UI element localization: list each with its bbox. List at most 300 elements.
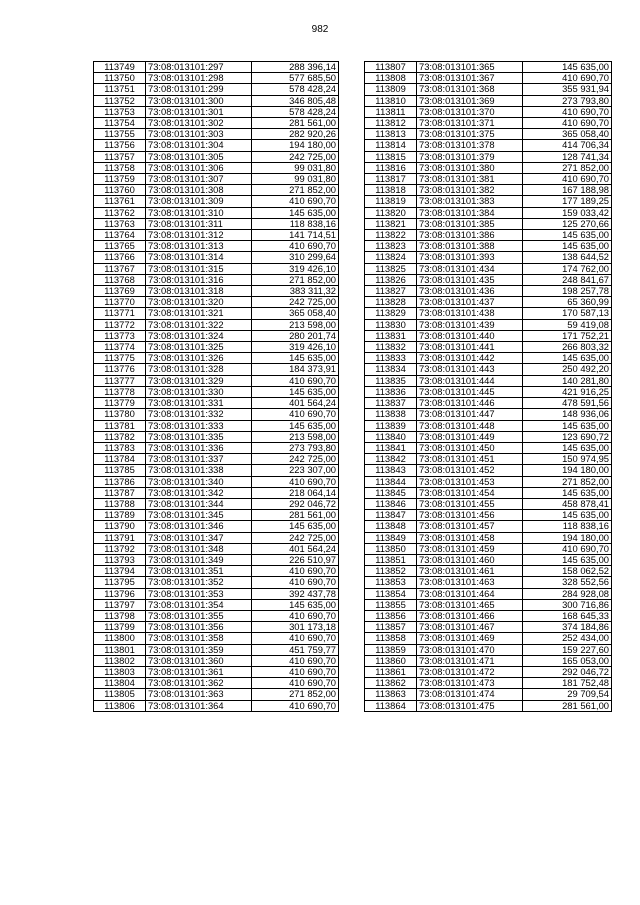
table-row (94, 700, 339, 711)
record-number-cell: 113763 (94, 218, 146, 229)
table-row (365, 230, 612, 241)
cadastral-number-cell: 73:08:013101:335 (146, 431, 252, 442)
cadastral-number-cell: 73:08:013101:452 (417, 465, 523, 476)
record-number-cell: 113775 (94, 353, 146, 364)
cadastral-value-cell: 148 936,06 (523, 409, 612, 420)
table-row (94, 521, 339, 532)
table-row (94, 409, 339, 420)
table-row (365, 420, 612, 431)
table-row (365, 700, 612, 711)
record-number-cell: 113751 (94, 84, 146, 95)
table-row (365, 84, 612, 95)
cadastral-value-cell: 310 299,64 (252, 252, 339, 263)
record-number-cell: 113837 (365, 398, 417, 409)
cadastral-number-cell: 73:08:013101:307 (146, 174, 252, 185)
cadastral-value-cell: 181 752,48 (523, 678, 612, 689)
cadastral-number-cell: 73:08:013101:302 (146, 118, 252, 129)
cadastral-value-cell: 410 690,70 (252, 476, 339, 487)
table-row (365, 274, 612, 285)
record-number-cell: 113860 (365, 655, 417, 666)
record-number-cell: 113832 (365, 342, 417, 353)
cadastral-number-cell: 73:08:013101:466 (417, 610, 523, 621)
table-row (94, 678, 339, 689)
cadastral-value-cell: 145 635,00 (523, 241, 612, 252)
cadastral-number-cell: 73:08:013101:437 (417, 297, 523, 308)
record-number-cell: 113862 (365, 678, 417, 689)
cadastral-value-cell: 159 033,42 (523, 207, 612, 218)
cadastral-value-cell: 29 709,54 (523, 689, 612, 700)
cadastral-number-cell: 73:08:013101:453 (417, 476, 523, 487)
cadastral-value-cell: 226 510,97 (252, 554, 339, 565)
cadastral-value-cell: 280 201,74 (252, 330, 339, 341)
cadastral-value-cell: 145 635,00 (252, 599, 339, 610)
record-number-cell: 113798 (94, 610, 146, 621)
record-number-cell: 113791 (94, 532, 146, 543)
cadastral-number-cell: 73:08:013101:300 (146, 95, 252, 106)
record-number-cell: 113777 (94, 375, 146, 386)
record-number-cell: 113749 (94, 62, 146, 73)
cadastral-value-cell: 319 426,10 (252, 342, 339, 353)
cadastral-number-cell: 73:08:013101:449 (417, 431, 523, 442)
table-row (94, 353, 339, 364)
cadastral-value-cell: 410 690,70 (523, 106, 612, 117)
cadastral-number-cell: 73:08:013101:388 (417, 241, 523, 252)
record-number-cell: 113768 (94, 274, 146, 285)
table-row (94, 510, 339, 521)
cadastral-value-cell: 271 852,00 (523, 162, 612, 173)
cadastral-value-cell: 194 180,00 (523, 532, 612, 543)
table-row (94, 554, 339, 565)
cadastral-value-cell: 145 635,00 (523, 554, 612, 565)
table-row (365, 364, 612, 375)
cadastral-number-cell: 73:08:013101:384 (417, 207, 523, 218)
cadastral-value-cell: 118 838,16 (252, 218, 339, 229)
table-row (94, 84, 339, 95)
record-number-cell: 113858 (365, 633, 417, 644)
record-number-cell: 113855 (365, 599, 417, 610)
table-row (365, 151, 612, 162)
cadastral-value-cell: 410 690,70 (523, 174, 612, 185)
cadastral-number-cell: 73:08:013101:380 (417, 162, 523, 173)
cadastral-value-cell: 281 561,00 (252, 510, 339, 521)
table-row (365, 330, 612, 341)
cadastral-value-cell: 125 270,66 (523, 218, 612, 229)
table-row (94, 241, 339, 252)
cadastral-number-cell: 73:08:013101:375 (417, 129, 523, 140)
cadastral-value-cell: 145 635,00 (252, 521, 339, 532)
table-row (365, 454, 612, 465)
cadastral-value-cell: 177 189,25 (523, 196, 612, 207)
record-number-cell: 113854 (365, 588, 417, 599)
cadastral-number-cell: 73:08:013101:355 (146, 610, 252, 621)
record-number-cell: 113810 (365, 95, 417, 106)
cadastral-value-cell: 578 428,24 (252, 84, 339, 95)
cadastral-number-cell: 73:08:013101:434 (417, 263, 523, 274)
cadastral-number-cell: 73:08:013101:369 (417, 95, 523, 106)
table-row (365, 118, 612, 129)
cadastral-value-cell: 271 852,00 (252, 689, 339, 700)
cadastral-value-cell: 145 635,00 (252, 353, 339, 364)
cadastral-number-cell: 73:08:013101:446 (417, 398, 523, 409)
cadastral-number-cell: 73:08:013101:336 (146, 442, 252, 453)
record-number-cell: 113851 (365, 554, 417, 565)
cadastral-value-cell: 410 690,70 (252, 633, 339, 644)
table-row (365, 476, 612, 487)
table-row (365, 487, 612, 498)
record-number-cell: 113773 (94, 330, 146, 341)
record-number-cell: 113796 (94, 588, 146, 599)
cadastral-value-cell: 410 690,70 (252, 375, 339, 386)
cadastral-number-cell: 73:08:013101:348 (146, 543, 252, 554)
record-number-cell: 113824 (365, 252, 417, 263)
table-row (94, 487, 339, 498)
record-number-cell: 113812 (365, 118, 417, 129)
cadastral-number-cell: 73:08:013101:332 (146, 409, 252, 420)
table-row (365, 599, 612, 610)
cadastral-value-cell: 271 852,00 (523, 476, 612, 487)
left-register-table (93, 61, 339, 712)
record-number-cell: 113782 (94, 431, 146, 442)
cadastral-number-cell: 73:08:013101:382 (417, 185, 523, 196)
cadastral-value-cell: 242 725,00 (252, 297, 339, 308)
table-row (365, 241, 612, 252)
cadastral-number-cell: 73:08:013101:312 (146, 230, 252, 241)
table-row (94, 162, 339, 173)
cadastral-number-cell: 73:08:013101:365 (417, 62, 523, 73)
cadastral-value-cell: 410 690,70 (252, 610, 339, 621)
cadastral-number-cell: 73:08:013101:475 (417, 700, 523, 711)
table-row (94, 319, 339, 330)
cadastral-number-cell: 73:08:013101:393 (417, 252, 523, 263)
table-row (94, 566, 339, 577)
cadastral-value-cell: 271 852,00 (252, 185, 339, 196)
table-row (365, 297, 612, 308)
record-number-cell: 113840 (365, 431, 417, 442)
table-row (94, 532, 339, 543)
table-row (94, 364, 339, 375)
record-number-cell: 113761 (94, 196, 146, 207)
record-number-cell: 113790 (94, 521, 146, 532)
record-number-cell: 113758 (94, 162, 146, 173)
record-number-cell: 113818 (365, 185, 417, 196)
cadastral-number-cell: 73:08:013101:459 (417, 543, 523, 554)
table-row (365, 263, 612, 274)
cadastral-value-cell: 577 685,50 (252, 73, 339, 84)
cadastral-value-cell: 374 184,86 (523, 622, 612, 633)
cadastral-number-cell: 73:08:013101:361 (146, 666, 252, 677)
record-number-cell: 113781 (94, 420, 146, 431)
cadastral-number-cell: 73:08:013101:436 (417, 286, 523, 297)
table-row (94, 174, 339, 185)
cadastral-number-cell: 73:08:013101:454 (417, 487, 523, 498)
cadastral-value-cell: 218 064,14 (252, 487, 339, 498)
record-number-cell: 113841 (365, 442, 417, 453)
record-number-cell: 113803 (94, 666, 146, 677)
cadastral-number-cell: 73:08:013101:445 (417, 386, 523, 397)
table-row (94, 207, 339, 218)
record-number-cell: 113822 (365, 230, 417, 241)
table-row (365, 218, 612, 229)
cadastral-value-cell: 250 492,20 (523, 364, 612, 375)
record-number-cell: 113795 (94, 577, 146, 588)
table-row (365, 666, 612, 677)
cadastral-number-cell: 73:08:013101:328 (146, 364, 252, 375)
cadastral-number-cell: 73:08:013101:467 (417, 622, 523, 633)
record-number-cell: 113759 (94, 174, 146, 185)
cadastral-value-cell: 292 046,72 (523, 666, 612, 677)
table-row (365, 185, 612, 196)
record-number-cell: 113793 (94, 554, 146, 565)
cadastral-number-cell: 73:08:013101:351 (146, 566, 252, 577)
cadastral-number-cell: 73:08:013101:472 (417, 666, 523, 677)
cadastral-value-cell: 118 838,16 (523, 521, 612, 532)
cadastral-number-cell: 73:08:013101:440 (417, 330, 523, 341)
record-number-cell: 113843 (365, 465, 417, 476)
table-row (94, 398, 339, 409)
record-number-cell: 113853 (365, 577, 417, 588)
record-number-cell: 113845 (365, 487, 417, 498)
cadastral-value-cell: 213 598,00 (252, 431, 339, 442)
cadastral-value-cell: 184 373,91 (252, 364, 339, 375)
cadastral-number-cell: 73:08:013101:386 (417, 230, 523, 241)
record-number-cell: 113826 (365, 274, 417, 285)
cadastral-value-cell: 145 635,00 (252, 207, 339, 218)
table-row (365, 465, 612, 476)
table-row (94, 196, 339, 207)
cadastral-number-cell: 73:08:013101:338 (146, 465, 252, 476)
record-number-cell: 113766 (94, 252, 146, 263)
record-number-cell: 113823 (365, 241, 417, 252)
cadastral-value-cell: 410 690,70 (252, 666, 339, 677)
table-row (365, 398, 612, 409)
table-row (94, 599, 339, 610)
cadastral-number-cell: 73:08:013101:346 (146, 521, 252, 532)
record-number-cell: 113755 (94, 129, 146, 140)
cadastral-value-cell: 223 307,00 (252, 465, 339, 476)
cadastral-value-cell: 401 564,24 (252, 398, 339, 409)
table-row (365, 622, 612, 633)
cadastral-value-cell: 478 591,56 (523, 398, 612, 409)
cadastral-value-cell: 414 706,34 (523, 140, 612, 151)
cadastral-number-cell: 73:08:013101:306 (146, 162, 252, 173)
cadastral-value-cell: 252 434,00 (523, 633, 612, 644)
record-number-cell: 113752 (94, 95, 146, 106)
record-number-cell: 113864 (365, 700, 417, 711)
table-row (365, 510, 612, 521)
record-number-cell: 113774 (94, 342, 146, 353)
record-number-cell: 113765 (94, 241, 146, 252)
record-number-cell: 113811 (365, 106, 417, 117)
table-row (365, 644, 612, 655)
cadastral-value-cell: 145 635,00 (523, 353, 612, 364)
record-number-cell: 113760 (94, 185, 146, 196)
cadastral-number-cell: 73:08:013101:322 (146, 319, 252, 330)
record-number-cell: 113819 (365, 196, 417, 207)
record-number-cell: 113848 (365, 521, 417, 532)
cadastral-value-cell: 150 974,95 (523, 454, 612, 465)
cadastral-number-cell: 73:08:013101:439 (417, 319, 523, 330)
cadastral-number-cell: 73:08:013101:385 (417, 218, 523, 229)
table-row (365, 588, 612, 599)
cadastral-value-cell: 242 725,00 (252, 454, 339, 465)
table-row (94, 610, 339, 621)
cadastral-number-cell: 73:08:013101:324 (146, 330, 252, 341)
cadastral-value-cell: 410 690,70 (523, 73, 612, 84)
table-row (94, 129, 339, 140)
table-row (365, 554, 612, 565)
cadastral-value-cell: 165 053,00 (523, 655, 612, 666)
cadastral-number-cell: 73:08:013101:326 (146, 353, 252, 364)
cadastral-number-cell: 73:08:013101:364 (146, 700, 252, 711)
table-row (365, 543, 612, 554)
cadastral-number-cell: 73:08:013101:470 (417, 644, 523, 655)
cadastral-value-cell: 410 690,70 (523, 118, 612, 129)
cadastral-number-cell: 73:08:013101:456 (417, 510, 523, 521)
cadastral-number-cell: 73:08:013101:316 (146, 274, 252, 285)
table-row (94, 588, 339, 599)
cadastral-value-cell: 159 227,60 (523, 644, 612, 655)
table-row (94, 185, 339, 196)
cadastral-number-cell: 73:08:013101:363 (146, 689, 252, 700)
cadastral-value-cell: 410 690,70 (252, 577, 339, 588)
record-number-cell: 113829 (365, 308, 417, 319)
record-number-cell: 113817 (365, 174, 417, 185)
cadastral-number-cell: 73:08:013101:448 (417, 420, 523, 431)
cadastral-value-cell: 365 058,40 (523, 129, 612, 140)
cadastral-number-cell: 73:08:013101:297 (146, 62, 252, 73)
cadastral-number-cell: 73:08:013101:299 (146, 84, 252, 95)
cadastral-number-cell: 73:08:013101:435 (417, 274, 523, 285)
cadastral-number-cell: 73:08:013101:362 (146, 678, 252, 689)
record-number-cell: 113801 (94, 644, 146, 655)
cadastral-number-cell: 73:08:013101:314 (146, 252, 252, 263)
cadastral-value-cell: 271 852,00 (252, 274, 339, 285)
table-row (365, 342, 612, 353)
record-number-cell: 113816 (365, 162, 417, 173)
record-number-cell: 113785 (94, 465, 146, 476)
table-row (365, 577, 612, 588)
cadastral-value-cell: 281 561,00 (252, 118, 339, 129)
cadastral-value-cell: 410 690,70 (523, 543, 612, 554)
table-row (365, 174, 612, 185)
page-number: 982 (311, 24, 329, 35)
table-row (94, 386, 339, 397)
table-row (365, 73, 612, 84)
record-number-cell: 113861 (365, 666, 417, 677)
record-number-cell: 113833 (365, 353, 417, 364)
table-row (94, 342, 339, 353)
record-number-cell: 113762 (94, 207, 146, 218)
cadastral-value-cell: 123 690,72 (523, 431, 612, 442)
record-number-cell: 113754 (94, 118, 146, 129)
cadastral-value-cell: 213 598,00 (252, 319, 339, 330)
cadastral-number-cell: 73:08:013101:378 (417, 140, 523, 151)
cadastral-value-cell: 145 635,00 (523, 230, 612, 241)
record-number-cell: 113856 (365, 610, 417, 621)
cadastral-number-cell: 73:08:013101:359 (146, 644, 252, 655)
cadastral-number-cell: 73:08:013101:349 (146, 554, 252, 565)
cadastral-value-cell: 355 931,94 (523, 84, 612, 95)
record-number-cell: 113767 (94, 263, 146, 274)
cadastral-value-cell: 410 690,70 (252, 409, 339, 420)
cadastral-number-cell: 73:08:013101:471 (417, 655, 523, 666)
table-row (365, 386, 612, 397)
table-row (365, 162, 612, 173)
record-number-cell: 113807 (365, 62, 417, 73)
cadastral-number-cell: 73:08:013101:465 (417, 599, 523, 610)
record-number-cell: 113771 (94, 308, 146, 319)
cadastral-value-cell: 59 419,08 (523, 319, 612, 330)
table-row (94, 375, 339, 386)
record-number-cell: 113799 (94, 622, 146, 633)
table-row (94, 230, 339, 241)
cadastral-value-cell: 138 644,52 (523, 252, 612, 263)
record-number-cell: 113844 (365, 476, 417, 487)
record-number-cell: 113815 (365, 151, 417, 162)
table-row (94, 420, 339, 431)
cadastral-number-cell: 73:08:013101:461 (417, 566, 523, 577)
table-row (94, 476, 339, 487)
record-number-cell: 113846 (365, 498, 417, 509)
record-number-cell: 113857 (365, 622, 417, 633)
record-number-cell: 113800 (94, 633, 146, 644)
cadastral-value-cell: 458 878,41 (523, 498, 612, 509)
cadastral-value-cell: 292 046,72 (252, 498, 339, 509)
table-row (365, 521, 612, 532)
cadastral-number-cell: 73:08:013101:330 (146, 386, 252, 397)
record-number-cell: 113756 (94, 140, 146, 151)
cadastral-value-cell: 421 916,25 (523, 386, 612, 397)
cadastral-number-cell: 73:08:013101:311 (146, 218, 252, 229)
record-number-cell: 113809 (365, 84, 417, 95)
record-number-cell: 113806 (94, 700, 146, 711)
cadastral-number-cell: 73:08:013101:344 (146, 498, 252, 509)
record-number-cell: 113827 (365, 286, 417, 297)
cadastral-value-cell: 392 437,78 (252, 588, 339, 599)
table-row (365, 689, 612, 700)
record-number-cell: 113792 (94, 543, 146, 554)
table-row (94, 286, 339, 297)
record-number-cell: 113787 (94, 487, 146, 498)
table-row (365, 678, 612, 689)
table-row (94, 543, 339, 554)
cadastral-number-cell: 73:08:013101:474 (417, 689, 523, 700)
cadastral-number-cell: 73:08:013101:331 (146, 398, 252, 409)
cadastral-number-cell: 73:08:013101:450 (417, 442, 523, 453)
table-row (94, 140, 339, 151)
cadastral-number-cell: 73:08:013101:340 (146, 476, 252, 487)
cadastral-value-cell: 167 188,98 (523, 185, 612, 196)
table-row (94, 252, 339, 263)
cadastral-number-cell: 73:08:013101:321 (146, 308, 252, 319)
record-number-cell: 113786 (94, 476, 146, 487)
table-row (94, 465, 339, 476)
cadastral-number-cell: 73:08:013101:301 (146, 106, 252, 117)
cadastral-number-cell: 73:08:013101:333 (146, 420, 252, 431)
cadastral-number-cell: 73:08:013101:354 (146, 599, 252, 610)
record-number-cell: 113780 (94, 409, 146, 420)
cadastral-number-cell: 73:08:013101:298 (146, 73, 252, 84)
cadastral-value-cell: 383 311,32 (252, 286, 339, 297)
table-row (94, 274, 339, 285)
table-row (94, 330, 339, 341)
cadastral-value-cell: 242 725,00 (252, 532, 339, 543)
record-number-cell: 113784 (94, 454, 146, 465)
right-register-table (364, 61, 612, 712)
table-row (94, 431, 339, 442)
table-row (365, 655, 612, 666)
cadastral-number-cell: 73:08:013101:303 (146, 129, 252, 140)
